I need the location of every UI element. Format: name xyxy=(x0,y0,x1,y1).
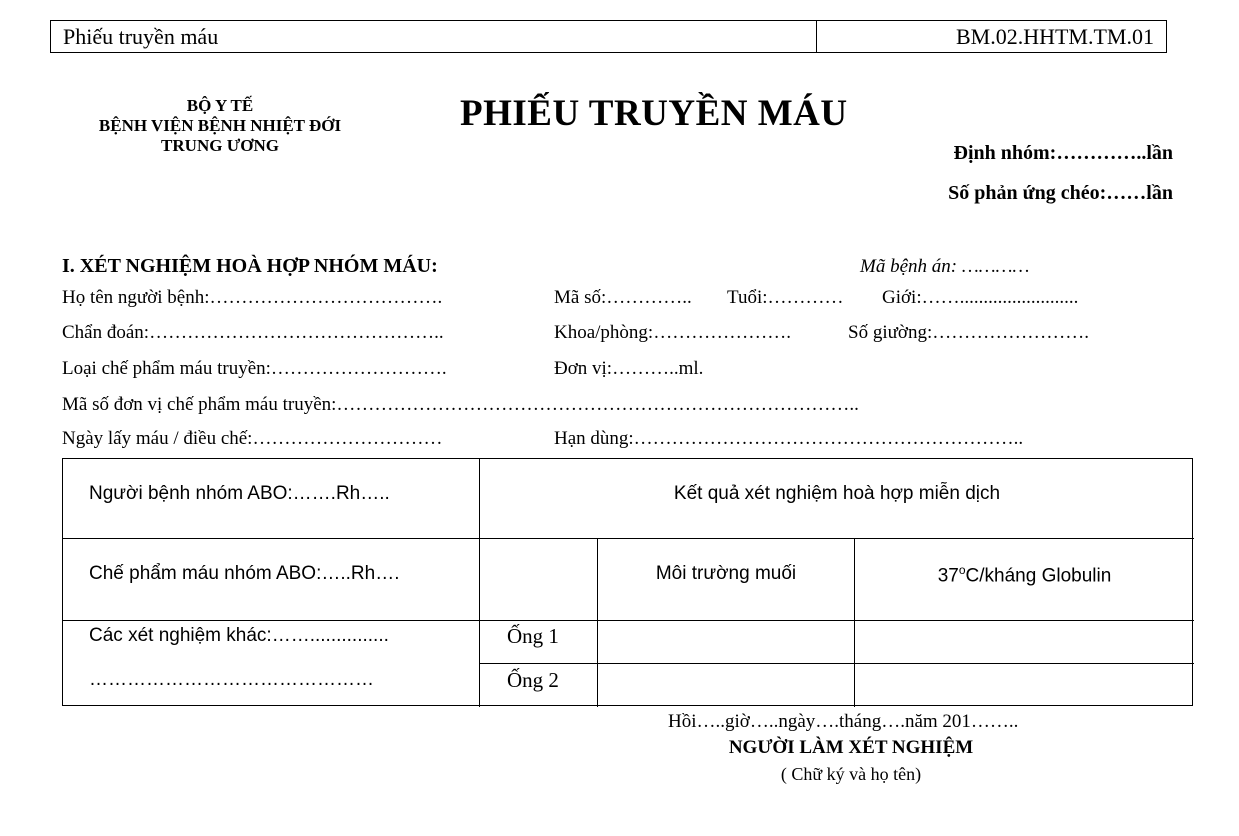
form-code: BM.02.HHTM.TM.01 xyxy=(955,24,1154,49)
other-tests-cell: Các xét nghiệm khác:……............... xyxy=(89,625,389,646)
patient-blood-group-cell: Người bệnh nhóm ABO:…….Rh….. xyxy=(89,483,390,504)
ministry-name: BỘ Y TẾ xyxy=(186,96,254,115)
form-name: Phiếu truyền máu xyxy=(63,24,219,49)
ma-benh-an-field: Mã bệnh án: ………… xyxy=(860,256,1030,277)
collection-date-field: Ngày lấy máu / điều chế:………………………… xyxy=(62,428,443,449)
patient-name-field: Họ tên người bệnh:………………………………. xyxy=(62,287,443,308)
test-time-line: Hồi…..giờ…..ngày….tháng….năm 201…….. xyxy=(668,711,1019,732)
form-name-cell xyxy=(51,21,817,52)
bed-number-field: Số giường:……………………. xyxy=(848,322,1089,343)
form-header-bar xyxy=(50,20,1167,53)
tube-1-label: Ống 1 xyxy=(507,624,559,648)
compatibility-results-table xyxy=(62,458,1193,706)
globulin-label: C/kháng Globulin xyxy=(965,565,1112,587)
hospital-name-line1: BỆNH VIỆN BỆNH NHIỆT ĐỚI xyxy=(98,116,342,135)
table-divider xyxy=(63,538,1194,539)
table-divider xyxy=(479,663,1194,664)
result-header-cell: Kết quả xét nghiệm hoà hợp miễn dịch xyxy=(673,483,1001,504)
globulin-header xyxy=(855,563,1194,587)
department-field: Khoa/phòng:…………………. xyxy=(554,322,791,343)
salt-medium-header: Môi trường muối xyxy=(655,563,797,584)
signature-note: ( Chữ ký và họ tên) xyxy=(780,764,922,784)
blood-product-type-field: Loại chế phẩm máu truyền:………………………. xyxy=(62,358,447,379)
page-title: PHIẾU TRUYỀN MÁU xyxy=(460,93,848,134)
diagnosis-field: Chẩn đoán:……………………………………….. xyxy=(62,322,444,343)
expiry-date-field: Hạn dùng:…………………………………………………….. xyxy=(554,428,1024,449)
unit-volume-field: Đơn vị:………..ml. xyxy=(554,358,704,379)
other-tests-dots: ……………………………………… xyxy=(89,669,374,690)
section-heading: I. XÉT NGHIỆM HOÀ HỢP NHÓM MÁU: xyxy=(62,255,438,277)
patient-id-field: Mã số:………….. xyxy=(554,287,692,308)
degree-mark: o xyxy=(958,563,966,577)
hospital-name-line2: TRUNG ƯƠNG xyxy=(161,136,279,155)
product-unit-code-field: Mã số đơn vị chế phẩm máu truyền:……………………………………………………………………….. xyxy=(62,394,859,415)
dinh-nhom-field: Định nhóm:…………..lần xyxy=(953,142,1173,164)
patient-age-field: Tuổi:………… xyxy=(727,287,844,308)
signer-title: NGƯỜI LÀM XÉT NGHIỆM xyxy=(728,737,974,758)
product-blood-group-cell: Chế phẩm máu nhóm ABO:…..Rh…. xyxy=(89,563,400,584)
globulin-temp: 37 xyxy=(937,565,959,587)
table-divider xyxy=(63,620,1194,621)
patient-sex-field: Giới:……......................... xyxy=(882,287,1079,308)
phan-ung-cheo-field: Số phản ứng chéo:……lần xyxy=(948,182,1173,204)
tube-2-label: Ống 2 xyxy=(507,668,559,692)
